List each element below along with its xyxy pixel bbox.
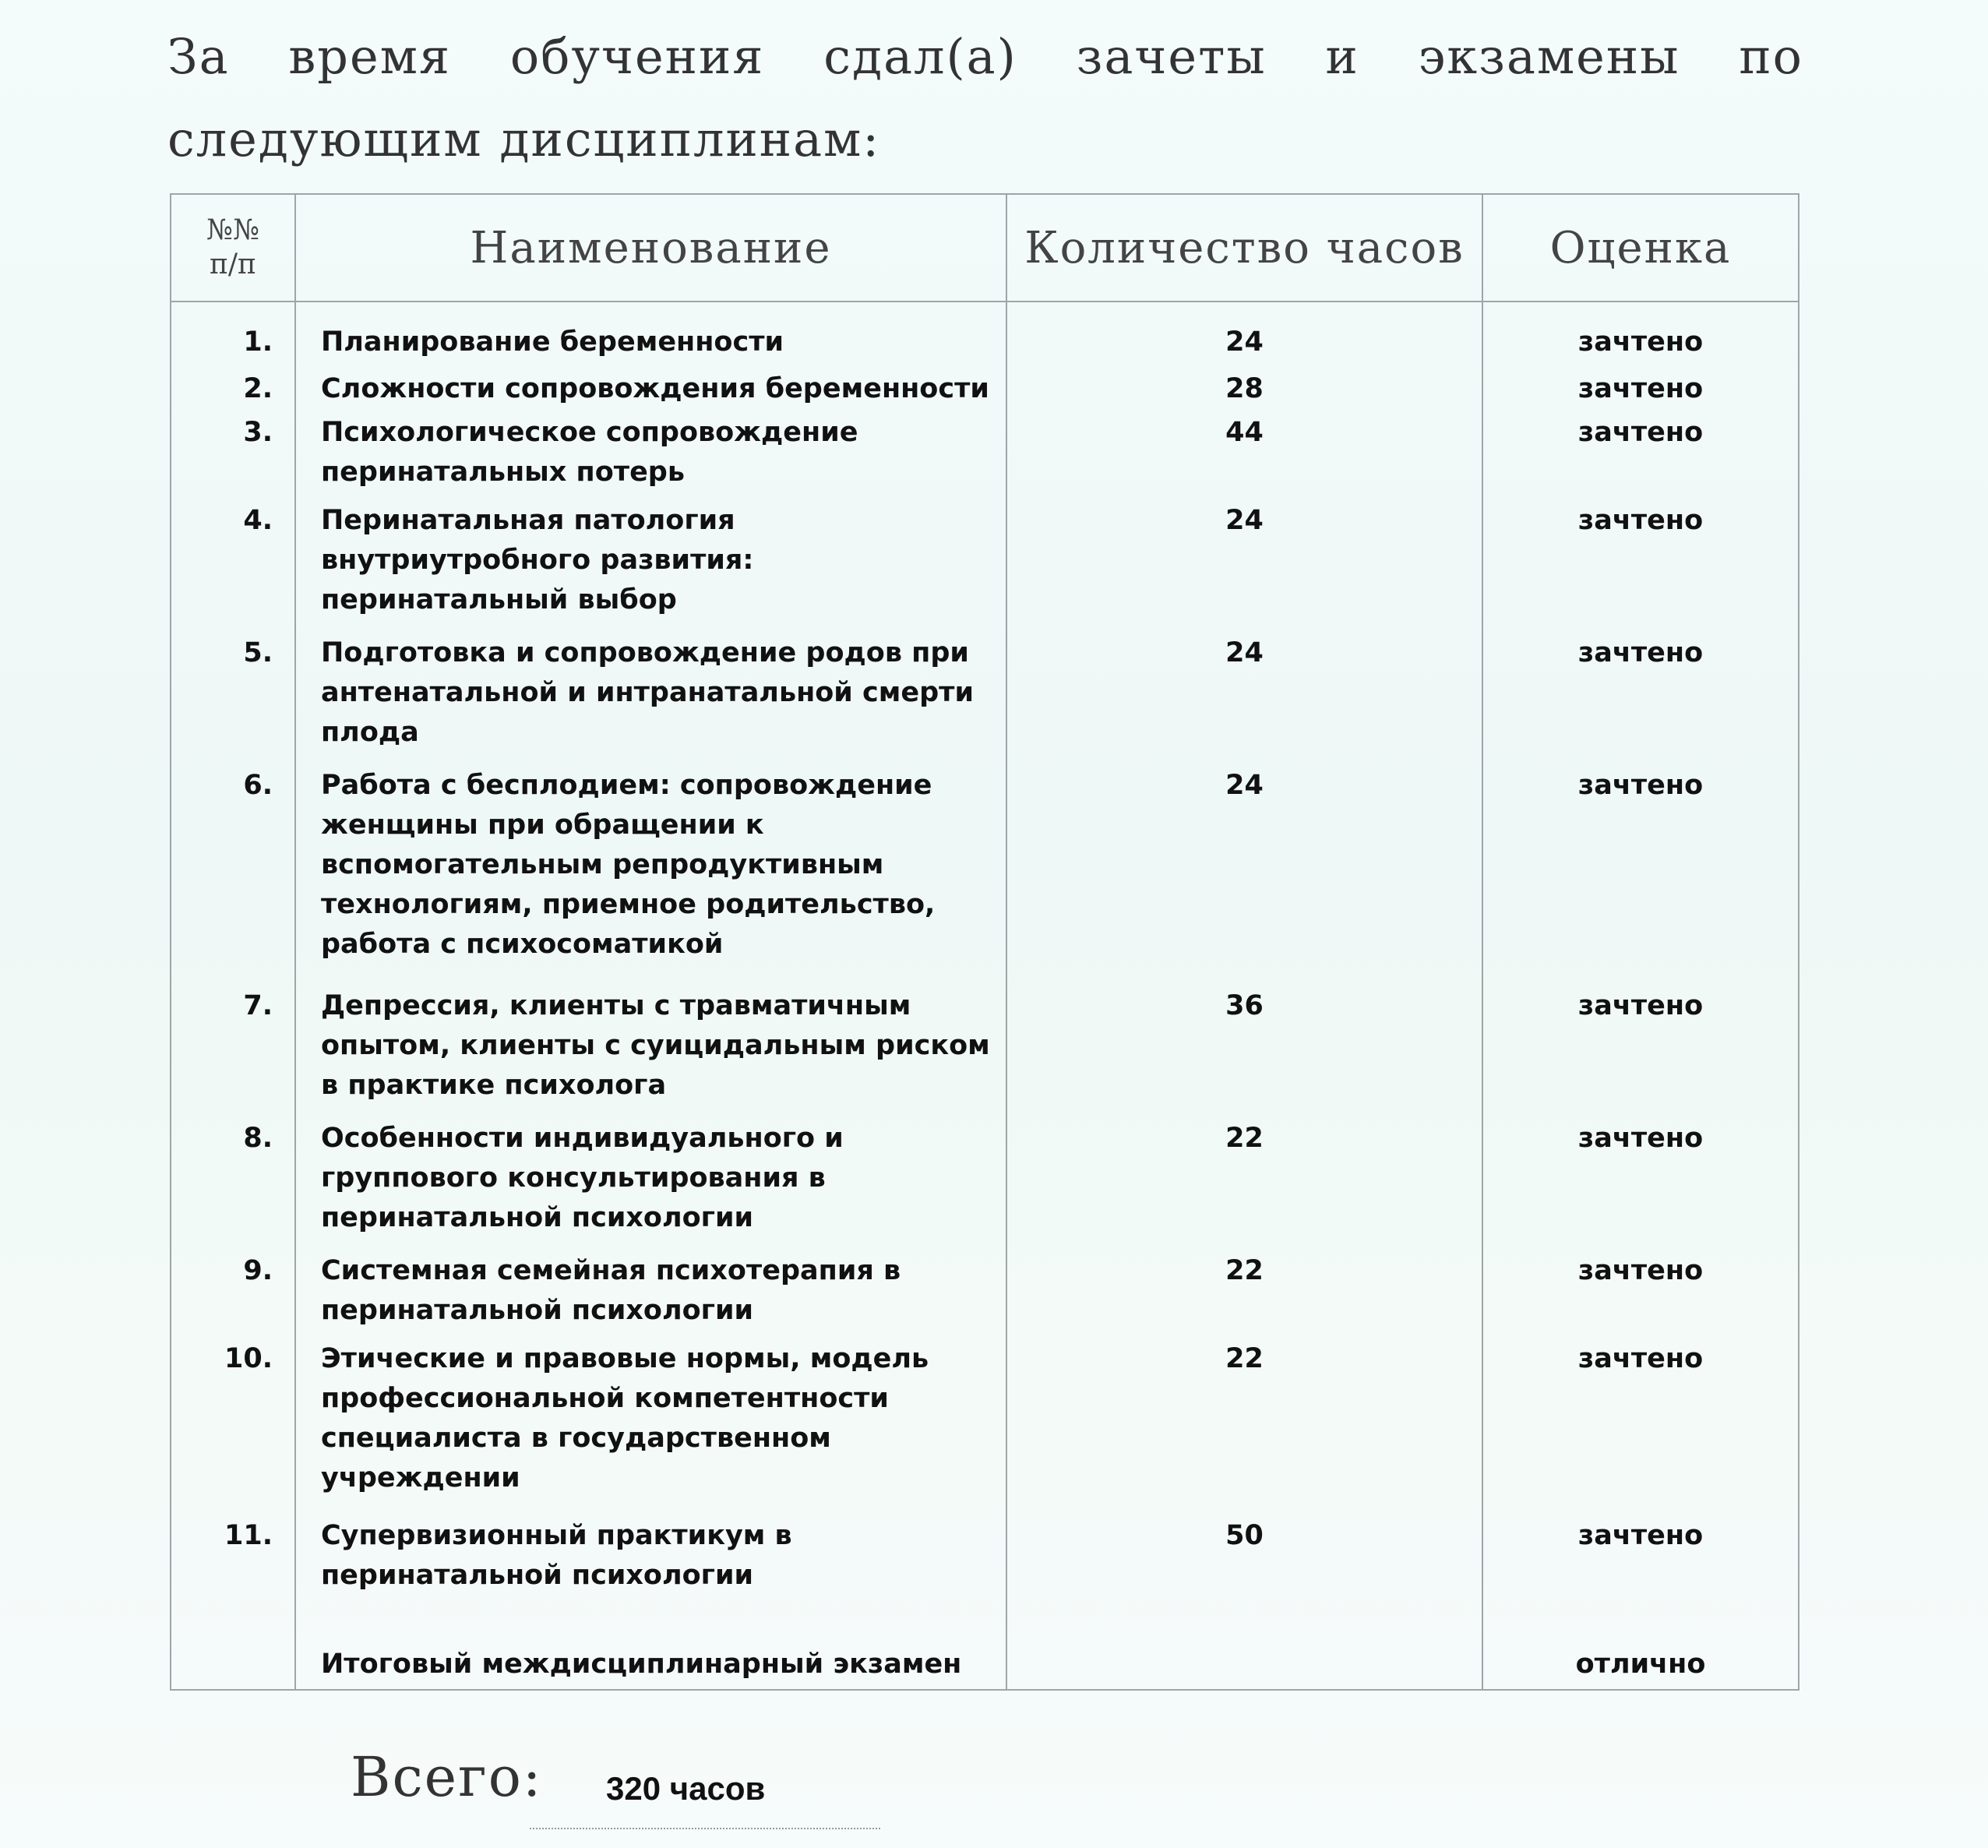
header-hours: Количество часов (1006, 194, 1482, 302)
row-discipline-name: Супервизионный практикум в перинатальной психологии (295, 1516, 1006, 1604)
row-number: 7. (171, 986, 295, 1119)
final-exam-row (171, 1645, 1799, 1689)
filler-cell (295, 1689, 1006, 1690)
table-row (171, 766, 1799, 986)
grades-table (170, 193, 1799, 1691)
table-row (171, 413, 1799, 501)
header-grade: Оценка (1482, 194, 1799, 302)
row-discipline-name: Подготовка и сопровождение родов при антенатальной и интранатальной смерти плода (295, 633, 1006, 766)
table-header-row (171, 194, 1799, 302)
header-number-label: №№ п/п (206, 214, 260, 280)
row-hours: 24 (1006, 302, 1482, 369)
row-number: 11. (171, 1516, 295, 1604)
header-number (171, 194, 295, 302)
row-number: 5. (171, 633, 295, 766)
spacer-cell (1482, 1604, 1799, 1645)
final-exam-grade: отлично (1482, 1645, 1799, 1689)
spacer-row (171, 1604, 1799, 1645)
row-hours: 28 (1006, 369, 1482, 414)
row-discipline-name: Системная семейная психотерапия в перинатальной психологии (295, 1251, 1006, 1339)
filler-cell (171, 1689, 295, 1690)
spacer-cell (1006, 1604, 1482, 1645)
table-row (171, 1119, 1799, 1251)
row-discipline-name: Особенности индивидуального и группового консультирования в перинатальной психологии (295, 1119, 1006, 1251)
table-row (171, 1251, 1799, 1339)
row-hours: 24 (1006, 501, 1482, 633)
total-value: 320 часов (606, 1770, 766, 1807)
row-grade: зачтено (1482, 1251, 1799, 1339)
final-exam-name: Итоговый междисциплинарный экзамен (295, 1645, 1006, 1689)
row-grade: зачтено (1482, 369, 1799, 414)
row-grade: зачтено (1482, 986, 1799, 1119)
spacer-cell (171, 1604, 295, 1645)
table-row (171, 1339, 1799, 1516)
row-number: 10. (171, 1339, 295, 1516)
table-row (171, 633, 1799, 766)
row-hours: 22 (1006, 1339, 1482, 1516)
empty-filler-row (171, 1689, 1799, 1690)
total-label: Всего: (351, 1745, 543, 1809)
table-row (171, 302, 1799, 369)
row-grade: зачтено (1482, 501, 1799, 633)
final-exam-number (171, 1645, 295, 1689)
row-discipline-name: Планирование беременности (295, 302, 1006, 369)
row-number: 1. (171, 302, 295, 369)
row-discipline-name: Сложности сопровождения беременности (295, 369, 1006, 414)
table-row (171, 986, 1799, 1119)
row-discipline-name: Психологическое сопровождение перинатальных потерь (295, 413, 1006, 501)
row-number: 2. (171, 369, 295, 414)
row-grade: зачтено (1482, 413, 1799, 501)
row-number: 4. (171, 501, 295, 633)
row-hours: 44 (1006, 413, 1482, 501)
filler-cell (1006, 1689, 1482, 1690)
row-hours: 24 (1006, 633, 1482, 766)
row-grade: зачтено (1482, 1119, 1799, 1251)
table-row (171, 501, 1799, 633)
row-hours: 36 (1006, 986, 1482, 1119)
final-exam-hours (1006, 1645, 1482, 1689)
total-underline (530, 1828, 880, 1829)
row-number: 3. (171, 413, 295, 501)
filler-cell (1482, 1689, 1799, 1690)
row-discipline-name: Этические и правовые нормы, модель профессиональной компетентности специалиста в государственном учреждении (295, 1339, 1006, 1516)
row-hours: 22 (1006, 1119, 1482, 1251)
row-discipline-name: Депрессия, клиенты с травматичным опытом, клиенты с суицидальным риском в практике психолога (295, 986, 1006, 1119)
spacer-cell (295, 1604, 1006, 1645)
intro-text: За время обучения сдал(а) зачеты и экзамены по следующим дисциплинам: (167, 28, 1803, 168)
row-number: 6. (171, 766, 295, 986)
table-row (171, 369, 1799, 414)
header-name: Наименование (295, 194, 1006, 302)
row-hours: 22 (1006, 1251, 1482, 1339)
row-grade: зачтено (1482, 766, 1799, 986)
row-grade: зачтено (1482, 302, 1799, 369)
row-number: 9. (171, 1251, 295, 1339)
row-hours: 24 (1006, 766, 1482, 986)
row-discipline-name: Перинатальная патология внутриутробного развития: перинатальный выбор (295, 501, 1006, 633)
row-discipline-name: Работа с бесплодием: сопровождение женщины при обращении к вспомогательным репродуктивным технологиям, приемное родительство, работа с психосоматикой (295, 766, 1006, 986)
table-row (171, 1516, 1799, 1604)
row-number: 8. (171, 1119, 295, 1251)
row-grade: зачтено (1482, 633, 1799, 766)
row-hours: 50 (1006, 1516, 1482, 1604)
row-grade: зачтено (1482, 1516, 1799, 1604)
row-grade: зачтено (1482, 1339, 1799, 1516)
